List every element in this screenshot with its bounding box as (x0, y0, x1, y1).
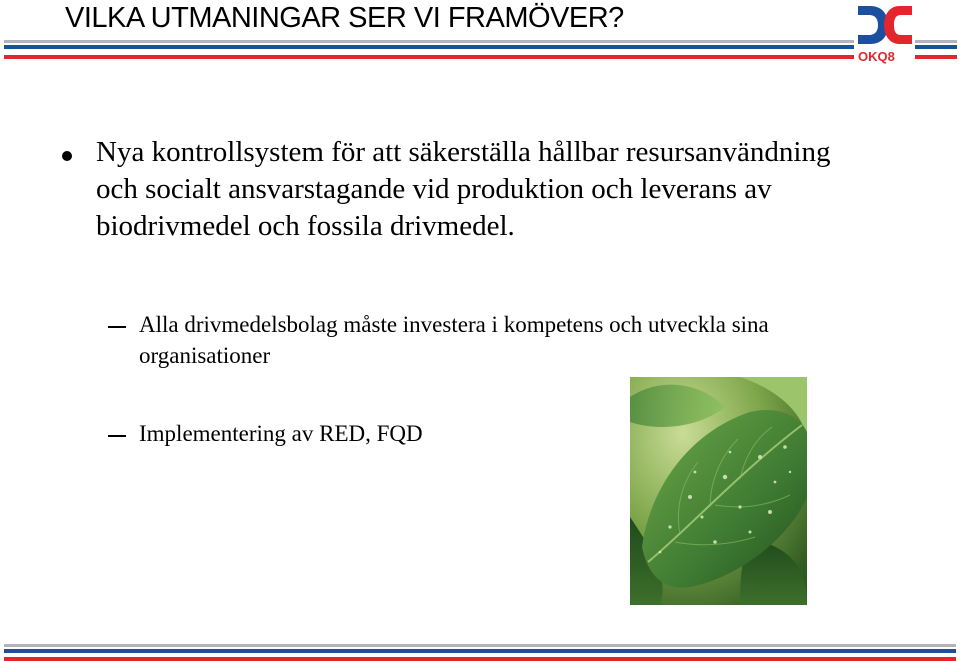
footer-stripe-gray (4, 644, 956, 647)
main-bullet-text: Nya kontrollsystem för att säkerställa hållbar resursanvändning och socialt ansvarstagande vid produktion och leverans av biodrivmedel och fossila drivmedel. (96, 136, 831, 242)
leaf-illustration (630, 377, 807, 605)
ok-q8-logo-mark (852, 2, 914, 50)
green-leaf-photo (630, 377, 807, 605)
header-stripe-gray (4, 40, 854, 43)
sub-item-text: Alla drivmedelsbolag måste investera i kompetens och utveckla sina organisationer (139, 312, 769, 368)
footer-stripe-red (4, 657, 956, 661)
ok-q8-logo-text: OKQ8 (858, 49, 895, 64)
slide-title: VILKA UTMANINGAR SER VI FRAMÖVER? (65, 2, 624, 34)
header-stripe-blue (4, 45, 854, 49)
sub-item-text: Implementering av RED, FQD (139, 421, 423, 446)
dash-icon (108, 326, 126, 328)
ok-q8-logo (852, 2, 952, 64)
footer-stripe-blue (4, 649, 956, 653)
header-stripe-red (4, 55, 854, 59)
bullet-dot-icon (62, 151, 72, 161)
dash-icon (108, 435, 126, 437)
